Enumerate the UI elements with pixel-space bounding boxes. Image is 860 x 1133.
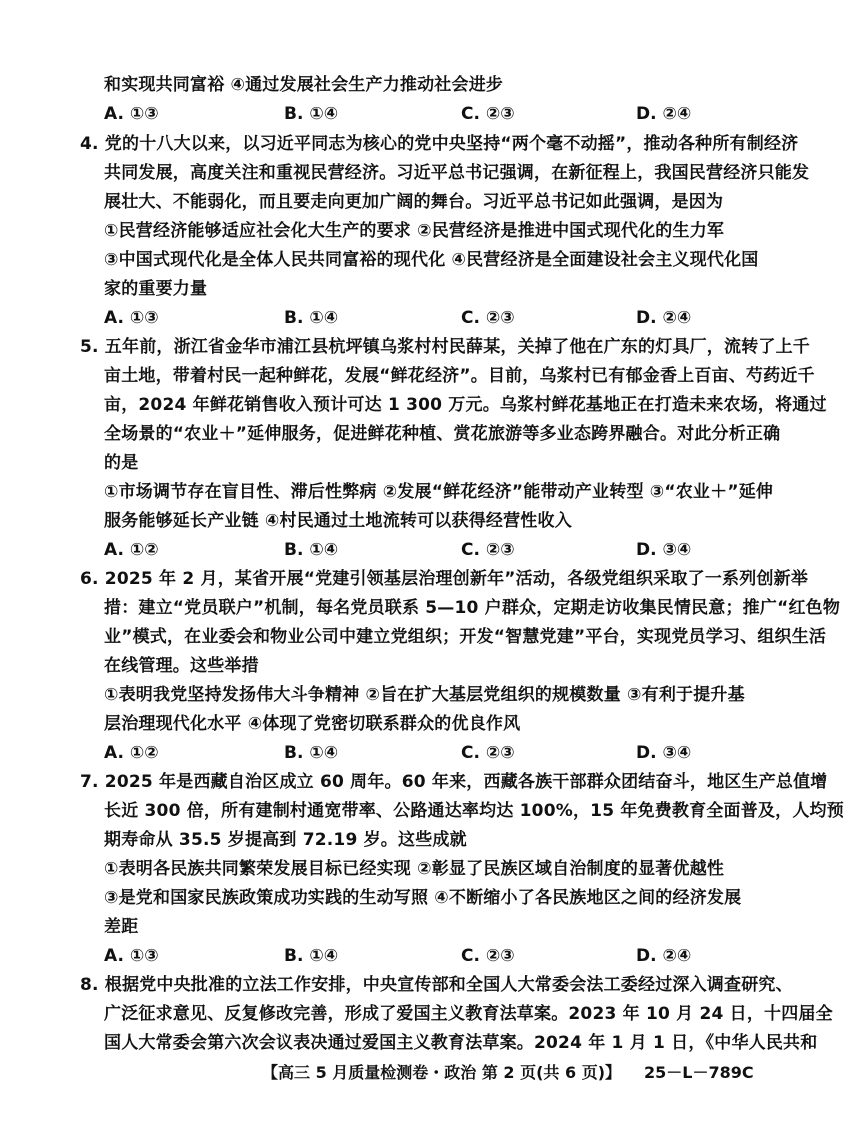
question-5-line-7: 服务能够延长产业链 ④村民通过土地流转可以获得经营性收入 — [104, 511, 572, 531]
question-6-line-3: 业”模式，在业委会和物业公司中建立党组织；开发“智慧党建”平台，实现党员学习、组织生活 — [104, 627, 827, 647]
option-c: C. ②③ — [461, 308, 515, 328]
option-a: A. ①② — [104, 540, 159, 560]
question-7-line-1: 7. 2025 年是西藏自治区成立 60 周年。60 年来，西藏各族干部群众团结奋斗，地区生产总值增 — [80, 772, 828, 792]
question-5-line-1: 5. 五年前，浙江省金华市浦江县杭坪镇乌浆村村民薛某，关掉了他在广东的灯具厂，流转了上千 — [80, 337, 811, 357]
question-6-line-4: 在线管理。这些举措 — [104, 656, 259, 676]
question-5-line-5: 的是 — [104, 453, 139, 473]
question-5-line-3: 亩，2024 年鲜花销售收入预计可达 1 300 万元。乌浆村鲜花基地正在打造未来农场，将通过 — [104, 395, 827, 415]
footer-exam-code: 25－L－789C — [644, 1063, 754, 1082]
footer-page-info: 【高三 5 月质量检测卷・政治 第 2 页(共 6 页)】 — [262, 1063, 622, 1082]
question-7-line-3: 期寿命从 35.5 岁提高到 72.19 岁。这些成就 — [104, 830, 467, 850]
question-5-line-6: ①市场调节存在盲目性、滞后性弊病 ②发展“鲜花经济”能带动产业转型 ③“农业＋”延伸 — [104, 482, 774, 502]
option-b: B. ①④ — [284, 308, 339, 328]
question-5-options — [104, 540, 794, 560]
carry-over-line: 和实现共同富裕 ④通过发展社会生产力推动社会进步 — [104, 75, 504, 95]
page-footer — [0, 1060, 860, 1082]
question-7-line-2: 长近 300 倍，所有建制村通宽带率、公路通达率均达 100%，15 年免费教育全面普及，人均预 — [104, 801, 844, 821]
question-8-line-3: 国人大常委会第六次会议表决通过爱国主义教育法草案。2024 年 1 月 1 日，《中华人民共和 — [104, 1033, 818, 1053]
question-5-line-4: 全场景的“农业＋”延伸服务，促进鲜花种植、赏花旅游等多业态跨界融合。对此分析正确 — [104, 424, 781, 444]
question-6-line-6: 层治理现代化水平 ④体现了党密切联系群众的优良作风 — [104, 714, 521, 734]
option-b: B. ①④ — [284, 743, 339, 763]
option-c: C. ②③ — [461, 946, 515, 966]
question-7-line-4: ①表明各民族共同繁荣发展目标已经实现 ②彰显了民族区域自治制度的显著优越性 — [104, 859, 725, 879]
question-6-line-1: 6. 2025 年 2 月，某省开展“党建引领基层治理创新年”活动，各级党组织采取了一系列创新举 — [80, 569, 809, 589]
option-a: A. ①③ — [104, 308, 159, 328]
option-d: D. ③④ — [636, 540, 692, 560]
question-7-line-5: ③是党和国家民族政策成功实践的生动写照 ④不断缩小了各民族地区之间的经济发展 — [104, 888, 742, 908]
question-7-line-6: 差距 — [104, 917, 139, 937]
option-c: C. ②③ — [461, 104, 515, 124]
question-4-line-2: 共同发展，高度关注和重视民营经济。习近平总书记强调，在新征程上，我国民营经济只能发 — [104, 163, 810, 183]
question-8-line-2: 广泛征求意见、反复修改完善，形成了爱国主义教育法草案。2023 年 10 月 24 日，十四届全 — [104, 1004, 833, 1024]
question-4-options — [104, 308, 794, 328]
option-b: B. ①④ — [284, 946, 339, 966]
question-4-line-1: 4. 党的十八大以来，以习近平同志为核心的党中央坚持“两个毫不动摇”，推动各种所有制经济 — [80, 134, 799, 154]
option-a: A. ①② — [104, 743, 159, 763]
carry-over-options — [104, 104, 794, 124]
question-6-line-2: 措：建立“党员联户”机制，每名党员联系 5—10 户群众，定期走访收集民情民意；推广“红色物 — [104, 598, 841, 618]
question-4-line-3: 展壮大、不能弱化，而且要走向更加广阔的舞台。习近平总书记如此强调，是因为 — [104, 192, 724, 212]
option-a: A. ①③ — [104, 946, 159, 966]
question-8-line-1: 8. 根据党中央批准的立法工作安排，中央宣传部和全国人大常委会法工委经过深入调查研究、 — [80, 975, 793, 995]
option-b: B. ①④ — [284, 104, 339, 124]
option-c: C. ②③ — [461, 540, 515, 560]
question-4-line-4: ①民营经济能够适应社会化大生产的要求 ②民营经济是推进中国式现代化的生力军 — [104, 221, 725, 241]
question-4-line-6: 家的重要力量 — [104, 279, 208, 299]
option-a: A. ①③ — [104, 104, 159, 124]
option-c: C. ②③ — [461, 743, 515, 763]
question-5-line-2: 亩土地，带着村民一起种鲜花，发展“鲜花经济”。目前，乌浆村已有郁金香上百亩、芍药近千 — [104, 366, 815, 386]
option-b: B. ①④ — [284, 540, 339, 560]
option-d: D. ②④ — [636, 104, 692, 124]
question-7-options — [104, 946, 794, 966]
question-4-line-5: ③中国式现代化是全体人民共同富裕的现代化 ④民营经济是全面建设社会主义现代化国 — [104, 250, 759, 270]
question-6-options — [104, 743, 794, 763]
option-d: D. ③④ — [636, 743, 692, 763]
question-6-line-5: ①表明我党坚持发扬伟大斗争精神 ②旨在扩大基层党组织的规模数量 ③有利于提升基 — [104, 685, 745, 705]
option-d: D. ②④ — [636, 946, 692, 966]
option-d: D. ②④ — [636, 308, 692, 328]
